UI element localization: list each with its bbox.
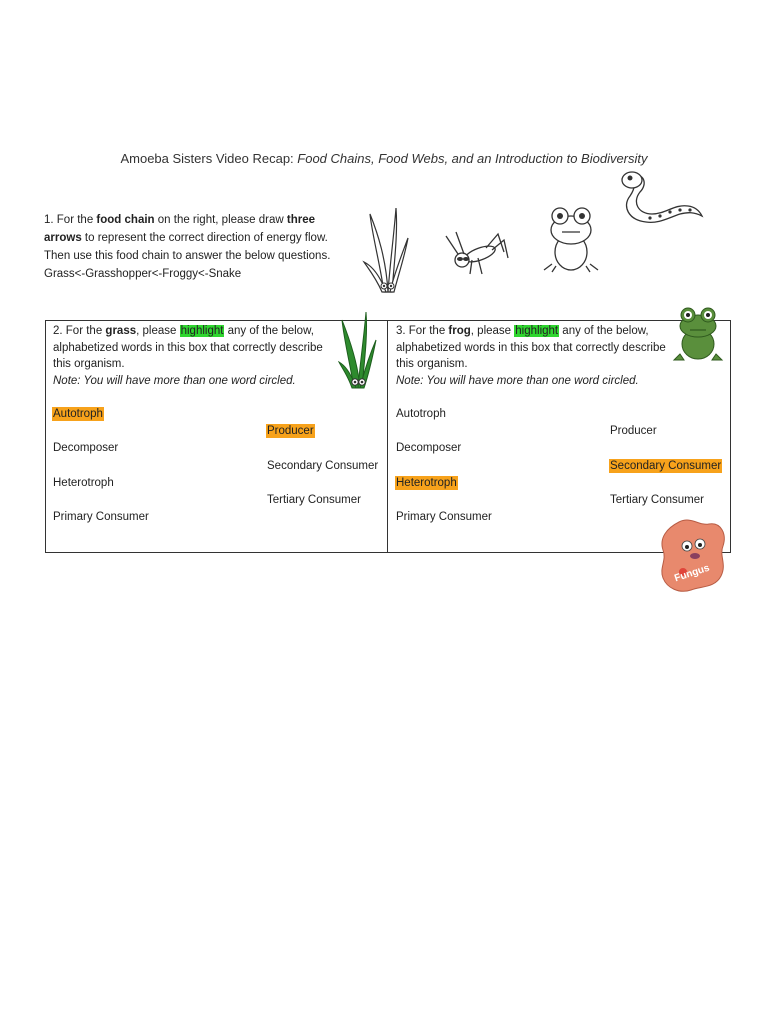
q1-text-2: on the right, please draw (154, 214, 287, 226)
q2-bold-grass: grass (105, 325, 137, 337)
fungus-label: Fungus (673, 562, 711, 585)
grass-word-primary-consumer: Primary Consumer (53, 511, 149, 523)
title-prefix: Amoeba Sisters Video Recap: (120, 151, 298, 166)
question-1 (44, 211, 334, 283)
q3-note: Note: You will have more than one word circled. (396, 374, 639, 387)
snake-icon (618, 170, 704, 226)
frog-word-primary-consumer: Primary Consumer (396, 511, 492, 523)
frog-word-producer: Producer (610, 425, 657, 437)
green-frog-icon (672, 304, 724, 362)
frog-word-heterotroph: Heterotroph (396, 477, 457, 489)
question-3 (396, 323, 666, 389)
frog-word-secondary-consumer: Secondary Consumer (610, 460, 722, 472)
q1-bold-food-chain: food chain (96, 214, 155, 226)
frog-outline-icon (540, 204, 602, 274)
fungus-blob-icon (657, 516, 727, 594)
q3-text-1: 3. For the (396, 325, 449, 337)
q2-text-3: any of the below, alphabetized words in this box that correctly describe this organism. (53, 325, 323, 370)
q1-text-1: 1. For the (44, 214, 97, 226)
q3-text-2: , please (470, 325, 515, 337)
frog-word-decomposer: Decomposer (396, 442, 462, 454)
frog-word-tertiary-consumer: Tertiary Consumer (610, 494, 704, 506)
frog-word-autotroph: Autotroph (396, 408, 446, 420)
q3-text-3: any of the below, alphabetized words in this box that correctly describe this organism. (396, 325, 666, 370)
title-italic: Food Chains, Food Webs, and an Introduction to Biodiversity (297, 151, 648, 166)
grass-icon (362, 204, 412, 298)
q3-bold-frog: frog (448, 325, 471, 337)
q2-text-1: 2. For the (53, 325, 106, 337)
page-title (0, 151, 768, 166)
grass-word-secondary-consumer: Secondary Consumer (267, 460, 379, 472)
grasshopper-icon (442, 228, 510, 278)
q2-note: Note: You will have more than one word circled. (53, 374, 296, 387)
fungus-mascot (657, 516, 727, 594)
q1-bold-three-arrows: three arrows (44, 214, 316, 244)
grass-word-heterotroph: Heterotroph (53, 477, 114, 489)
grass-word-producer: Producer (267, 425, 314, 437)
grass-word-autotroph: Autotroph (53, 408, 103, 420)
grass-word-tertiary-consumer: Tertiary Consumer (267, 494, 361, 506)
q3-highlight-word: highlight (515, 325, 559, 337)
grass-word-decomposer: Decomposer (53, 442, 119, 454)
q2-text-2: , please (136, 325, 180, 337)
table-divider (387, 320, 388, 553)
q1-food-chain: Grass<-Grasshopper<-Froggy<-Snake (44, 268, 242, 280)
q1-text-3: to represent the correct direction of energy flow. Then use this food chain to answer the below questions. (44, 232, 331, 262)
question-2 (53, 323, 328, 389)
q2-highlight-word: highlight (180, 325, 224, 337)
green-grass-icon (338, 310, 378, 392)
